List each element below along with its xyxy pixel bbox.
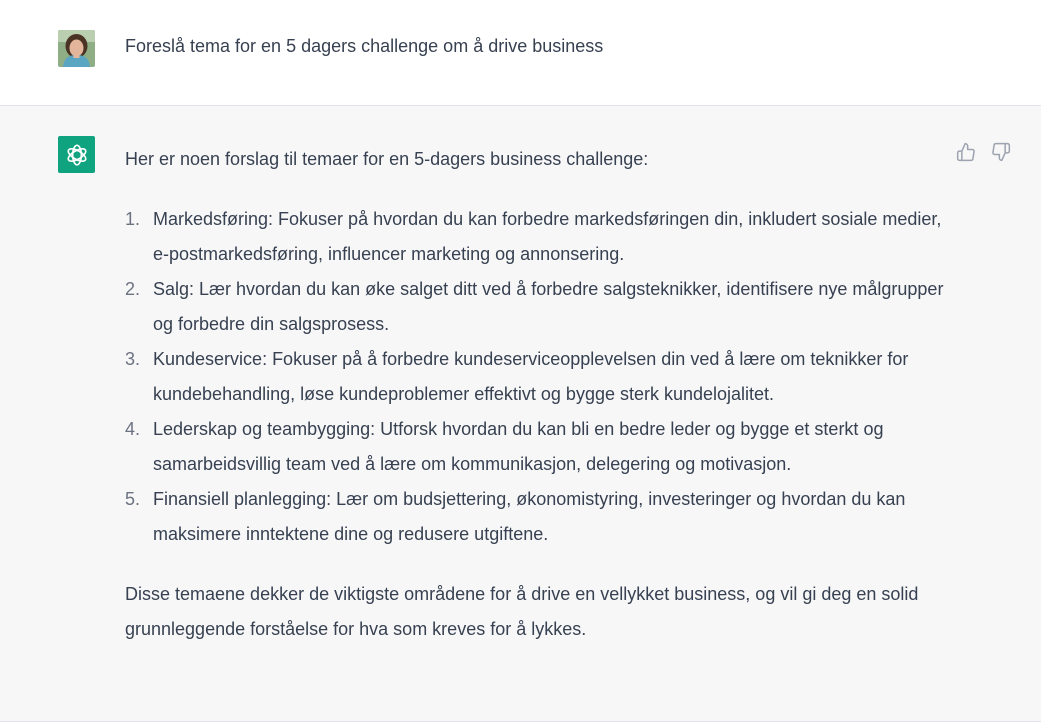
user-avatar: [58, 30, 95, 67]
list-item-number: 4.: [125, 419, 141, 439]
list-item-text: Finansiell planlegging: Lær om budsjettering, økonomistyring, investeringer og hvordan du kan maksimere inntektene dine og redusere utgiftene.: [153, 489, 906, 544]
user-message-row: [0, 0, 1041, 106]
thumbs-down-icon: [991, 142, 1011, 162]
list-item: [125, 412, 955, 482]
user-message-text: Foreslå tema for en 5 dagers challenge om å drive business: [125, 36, 604, 56]
list-item-text: Salg: Lær hvordan du kan øke salget ditt ved å forbedre salgsteknikker, identifisere nye målgrupper og forbedre din salgsprosess.: [153, 279, 944, 334]
user-avatar-photo: [58, 30, 95, 67]
list-item-number: 3.: [125, 349, 141, 369]
list-item: [125, 272, 955, 342]
assistant-intro: Her er noen forslag til temaer for en 5-dagers business challenge:: [125, 149, 649, 169]
list-item-text: Markedsføring: Fokuser på hvordan du kan forbedre markedsføringen din, inkludert sosiale medier, e-postmarkedsføring, influencer marketing og annonsering.: [153, 209, 942, 264]
list-item: [125, 202, 955, 272]
assistant-avatar: [58, 136, 95, 173]
list-item: [125, 342, 955, 412]
list-item-text: Lederskap og teambygging: Utforsk hvordan du kan bli en bedre leder og bygge et sterkt og samarbeidsvillig team ved å lære om kommunikasjon, delegering og motivasjon.: [153, 419, 884, 474]
topic-list: [125, 202, 955, 552]
assistant-message-content: [125, 142, 955, 647]
list-item-number: 5.: [125, 489, 141, 509]
thumbs-up-icon: [956, 142, 976, 162]
list-item-number: 2.: [125, 279, 141, 299]
openai-logo-icon: [64, 142, 90, 168]
assistant-conclusion: Disse temaene dekker de viktigste områdene for å drive en vellykket business, og vil gi deg en solid grunnleggende forståelse for hva som kreves for å lykkes.: [125, 584, 919, 639]
list-item-number: 1.: [125, 209, 141, 229]
thumbs-up-button[interactable]: [954, 140, 978, 164]
assistant-message-row: [0, 106, 1041, 722]
thumbs-down-button[interactable]: [989, 140, 1013, 164]
list-item-text: Kundeservice: Fokuser på å forbedre kundeserviceopplevelsen din ved å lære om teknikker for kundebehandling, løse kundeproblemer effektivt og bygge sterk kundelojalitet.: [153, 349, 909, 404]
list-item: [125, 482, 955, 552]
